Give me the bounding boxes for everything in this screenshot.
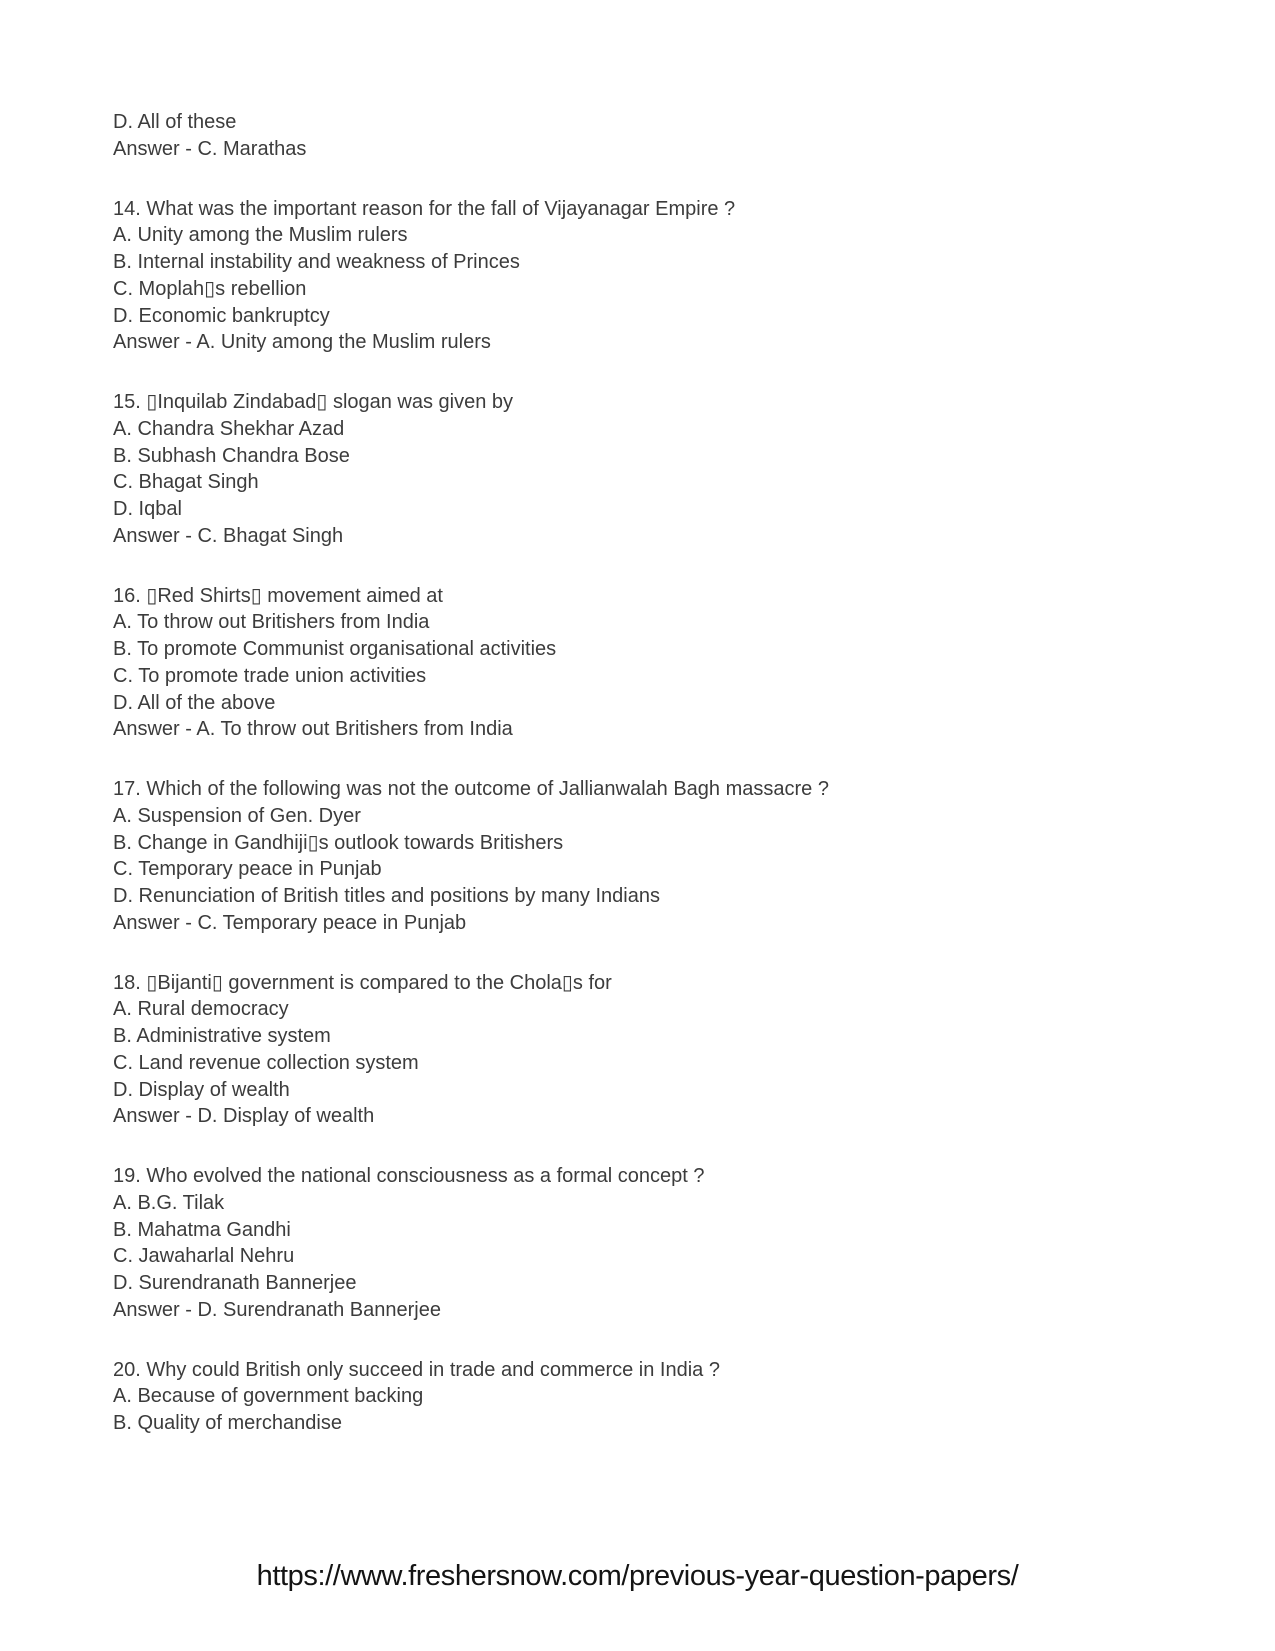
footer-url-link[interactable]: https://www.freshersnow.com/previous-year-question-papers/ bbox=[256, 1560, 1019, 1592]
page-footer bbox=[0, 1556, 1275, 1601]
option-line: D. All of these bbox=[113, 111, 237, 133]
question-block-14 bbox=[113, 196, 1215, 357]
option-line: D. Surendranath Bannerjee bbox=[113, 1272, 357, 1294]
question-paper-content bbox=[113, 109, 1215, 1470]
option-line: D. Iqbal bbox=[113, 498, 182, 520]
option-line: B. Internal instability and weakness of Princes bbox=[113, 251, 520, 273]
option-line: D. Display of wealth bbox=[113, 1078, 290, 1101]
answer-line: Answer - C. Marathas bbox=[113, 137, 307, 160]
question-line: 16. ▯Red Shirts▯ movement aimed at bbox=[113, 584, 443, 607]
option-line: A. B.G. Tilak bbox=[113, 1191, 225, 1214]
answer-line: Answer - A. To throw out Britishers from India bbox=[113, 718, 513, 741]
question-line: 20. Why could British only succeed in trade and commerce in India ? bbox=[113, 1358, 720, 1381]
option-line: B. Change in Gandhiji▯s outlook towards Britishers bbox=[113, 831, 564, 854]
option-line: A. Rural democracy bbox=[113, 998, 289, 1021]
question-block-13-continued bbox=[113, 109, 1215, 163]
option-line: B. Subhash Chandra Bose bbox=[113, 444, 350, 467]
option-line: A. Unity among the Muslim rulers bbox=[113, 224, 408, 247]
option-line: A. To throw out Britishers from India bbox=[113, 611, 430, 634]
option-line: B. Mahatma Gandhi bbox=[113, 1218, 291, 1241]
option-line: B. Quality of merchandise bbox=[113, 1412, 342, 1434]
option-line: A. Chandra Shekhar Azad bbox=[113, 417, 345, 440]
question-block-18 bbox=[113, 970, 1215, 1131]
option-line: C. Jawaharlal Nehru bbox=[113, 1245, 295, 1268]
option-line: C. To promote trade union activities bbox=[113, 664, 427, 687]
option-line: B. Administrative system bbox=[113, 1025, 331, 1047]
option-line: C. Temporary peace in Punjab bbox=[113, 858, 382, 881]
question-block-20 bbox=[113, 1357, 1215, 1437]
option-line: C. Moplah▯s rebellion bbox=[113, 277, 307, 300]
option-line: C. Bhagat Singh bbox=[113, 471, 259, 494]
question-block-16 bbox=[113, 583, 1215, 744]
question-line: 15. ▯Inquilab Zindabad▯ slogan was given by bbox=[113, 391, 514, 413]
option-line: D. All of the above bbox=[113, 691, 276, 714]
question-block-19 bbox=[113, 1163, 1215, 1324]
answer-line: Answer - D. Surendranath Bannerjee bbox=[113, 1298, 441, 1321]
question-line: 18. ▯Bijanti▯ government is compared to the Chola▯s for bbox=[113, 971, 612, 994]
question-line: 17. Which of the following was not the outcome of Jallianwalah Bagh massacre ? bbox=[113, 778, 829, 800]
answer-line: Answer - A. Unity among the Muslim rulers bbox=[113, 331, 491, 354]
option-line: D. Economic bankruptcy bbox=[113, 304, 330, 327]
answer-line: Answer - D. Display of wealth bbox=[113, 1105, 375, 1128]
question-block-17 bbox=[113, 776, 1215, 937]
answer-line: Answer - C. Temporary peace in Punjab bbox=[113, 911, 467, 934]
option-line: A. Suspension of Gen. Dyer bbox=[113, 804, 361, 827]
option-line: D. Renunciation of British titles and positions by many Indians bbox=[113, 885, 660, 907]
option-line: A. Because of government backing bbox=[113, 1385, 424, 1408]
answer-line: Answer - C. Bhagat Singh bbox=[113, 524, 344, 547]
option-line: B. To promote Communist organisational activities bbox=[113, 638, 557, 660]
question-block-15 bbox=[113, 389, 1215, 550]
option-line: C. Land revenue collection system bbox=[113, 1051, 419, 1074]
question-line: 19. Who evolved the national consciousness as a formal concept ? bbox=[113, 1165, 705, 1187]
question-line: 14. What was the important reason for the fall of Vijayanagar Empire ? bbox=[113, 197, 736, 220]
